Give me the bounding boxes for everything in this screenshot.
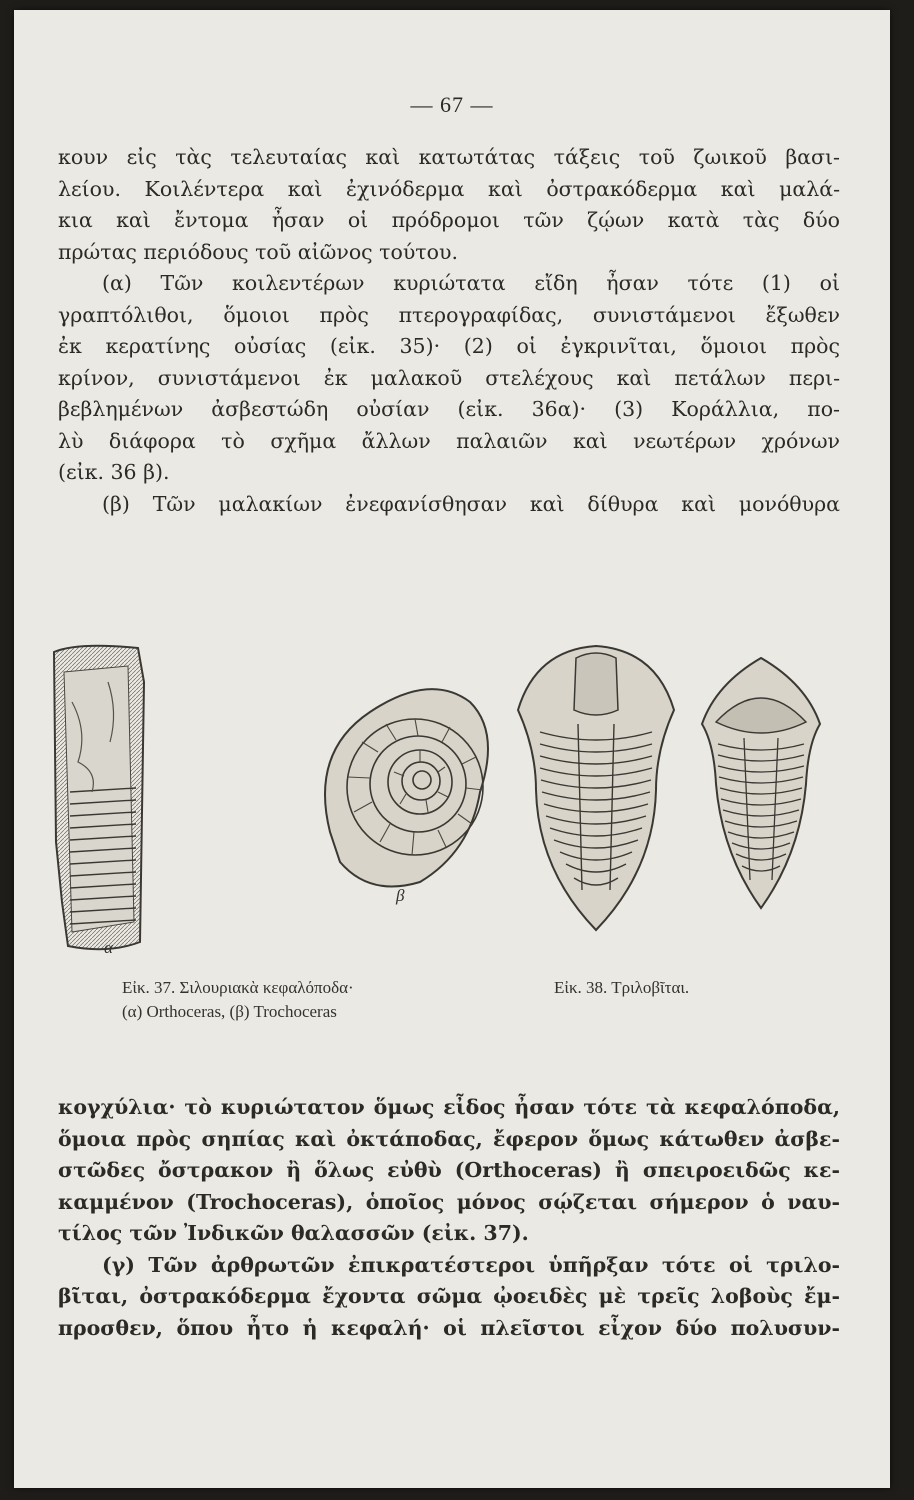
text-line: ὅμοια πρὸς σηπίας καὶ ὀκτάποδας, ἔφερον ὅμως κάτωθεν ἀσβε-	[58, 1126, 840, 1151]
text-line: (α) Τῶν κοιλεντέρων κυριώτατα εἴδη ἦσαν τότε (1) οἱ	[102, 271, 840, 295]
text-line: κουν εἰς τὰς τελευταίας καὶ κατωτάτας τάξεις τοῦ ζωικοῦ βασι-	[58, 145, 840, 169]
bottom-paragraph	[58, 1092, 840, 1344]
page-number: — 67 —	[410, 92, 494, 117]
trilobite-illustration-1	[506, 640, 686, 932]
text-line: πρώτας περιόδους τοῦ αἰῶνος τούτου.	[58, 239, 458, 264]
text-line: βεβλημένων ἀσβεστώδη οὐσίαν (εἰκ. 36α)· (3) Κοράλλια, πο-	[58, 397, 840, 421]
text-line: προσθεν, ὅπου ἦτο ἡ κεφαλή· οἱ πλεῖστοι εἶχον δύο πολυσυν-	[58, 1315, 840, 1340]
figure-37-caption	[122, 976, 354, 1024]
figure-38-caption: Εἰκ. 38. Τριλοβῖται.	[554, 978, 690, 997]
text-line: (β) Τῶν μαλακίων ἐνεφανίσθησαν καὶ δίθυρα καὶ μονόθυρα	[102, 491, 840, 516]
text-line: καμμένον (Trochoceras), ὁποῖος μόνος σῴζεται σήμερον ὁ ναυ-	[58, 1189, 840, 1214]
text-line: κρίνον, συνιστάμενοι ἐκ μαλακοῦ στελέχους καὶ πετάλων περι-	[58, 365, 840, 390]
text-line: λείου. Κοιλέντερα καὶ ἐχινόδερμα καὶ ὀστρακόδερμα καὶ μαλά-	[58, 176, 840, 201]
text-line: (εἰκ. 36 β).	[58, 460, 170, 484]
book-page	[14, 10, 890, 1488]
trochoceras-illustration	[310, 672, 500, 902]
text-line: στῶδες ὄστρακον ἢ ὅλως εὐθὺ (Orthoceras) ἢ σπειροειδῶς κε-	[58, 1158, 840, 1182]
figure-37-caption-line2: (α) Orthoceras, (β) Trochoceras	[122, 1002, 337, 1021]
text-line: γραπτόλιθοι, ὅμοιοι πρὸς πτερογραφίδας, συνιστάμενοι ἔξωθεν	[58, 302, 840, 327]
top-paragraph	[58, 142, 840, 520]
trilobite-illustration-2	[696, 654, 826, 914]
text-line: κια καὶ ἔντομα ἦσαν οἱ πρόδρομοι τῶν ζῴων κατὰ τὰς δύο	[58, 208, 840, 232]
text-line: κογχύλια· τὸ κυριώτατον ὅμως εἶδος ἦσαν τότε τὰ κεφαλόποδα,	[58, 1095, 840, 1119]
text-line: βῖται, ὀστρακόδερμα ἔχοντα σῶμα ᾠοειδὲς μὲ τρεῖς λοβοὺς ἔμ-	[58, 1284, 840, 1308]
text-line: τίλος τῶν Ἰνδικῶν θαλασσῶν (εἰκ. 37).	[58, 1221, 529, 1245]
figure-label-b: β	[396, 886, 405, 905]
figure-37-caption-line1: Εἰκ. 37. Σιλουριακὰ κεφαλόποδα·	[122, 978, 354, 997]
text-line: (γ) Τῶν ἀρθρωτῶν ἐπικρατέστεροι ὑπῆρξαν τότε οἱ τριλο-	[102, 1252, 840, 1277]
text-line: λὺ διάφορα τὸ σχῆμα ἄλλων παλαιῶν καὶ νεωτέρων χρόνων	[58, 428, 840, 453]
figure-label-a: α	[104, 938, 113, 957]
text-line: ἐκ κερατίνης οὐσίας (εἰκ. 35)· (2) οἱ ἐγκρινῖται, ὅμοιοι πρὸς	[58, 334, 840, 358]
orthoceras-illustration	[48, 642, 158, 962]
